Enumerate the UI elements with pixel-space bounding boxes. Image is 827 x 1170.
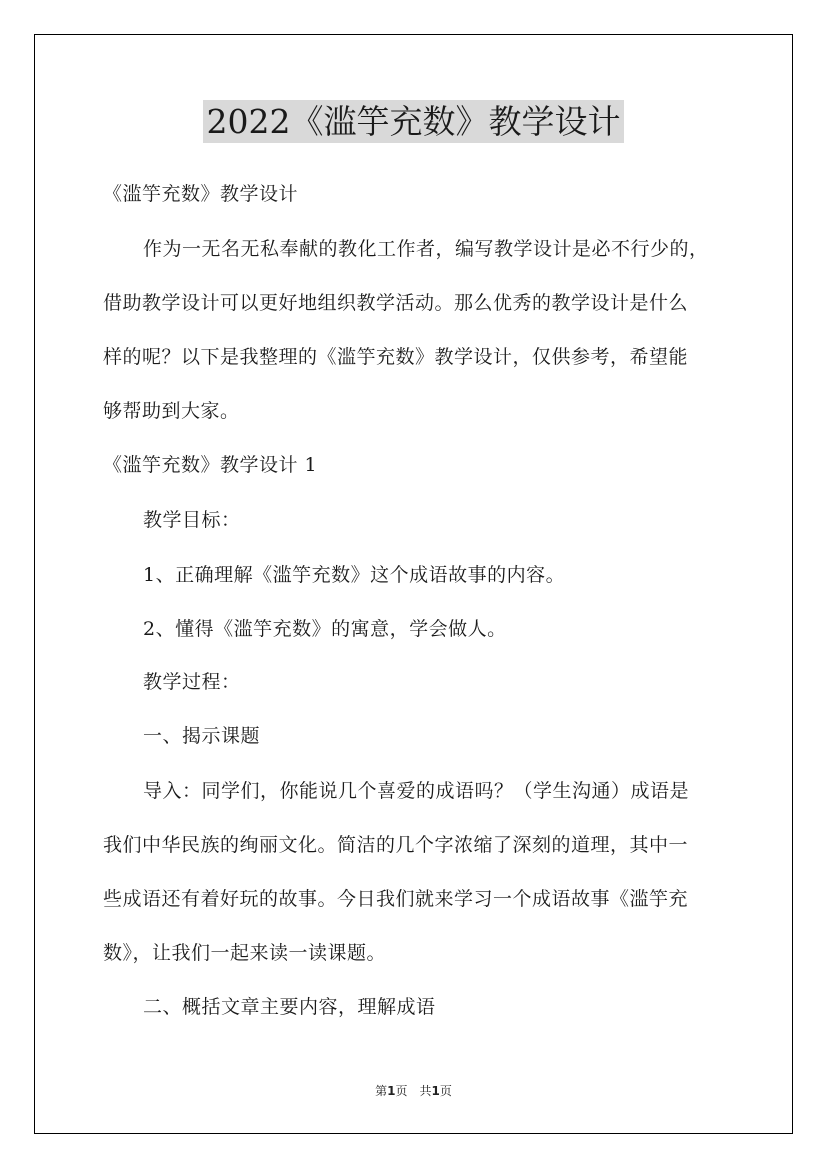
footer-total-pages: 1 [431,1084,440,1098]
intro-paragraph-line-2: 借助教学设计可以更好地组织教学活动。那么优秀的教学设计是什么 [103,292,689,314]
lead-paragraph-line-1: 导入：同学们，你能说几个喜爱的成语吗？（学生沟通）成语是 [143,780,690,802]
footer-current-page: 1 [387,1084,396,1098]
lead-paragraph-line-4: 数》，让我们一起来读一读课题。 [103,942,387,964]
intro-paragraph-line-4: 够帮助到大家。 [103,400,240,422]
section-heading-1: 《滥竽充数》教学设计 1 [103,454,318,476]
footer-page-prefix: 第 [375,1084,388,1098]
goal-item-1: 1、正确理解《滥竽充数》这个成语故事的内容。 [143,564,566,586]
goals-label: 教学目标： [143,509,241,531]
footer-page-mid: 页 共 [395,1084,432,1098]
lead-paragraph-line-2: 我们中华民族的绚丽文化。简洁的几个字浓缩了深刻的道理，其中一 [103,834,689,856]
goal-item-2: 2、懂得《滥竽充数》的寓意，学会做人。 [143,618,507,640]
intro-paragraph-line-3: 样的呢？以下是我整理的《滥竽充数》教学设计，仅供参考，希望能 [103,346,689,368]
page-footer [0,1083,827,1099]
process-label: 教学过程： [143,671,241,693]
footer-page-suffix: 页 [439,1084,452,1098]
step-heading-1: 一、揭示课题 [143,725,261,747]
intro-paragraph-line-1: 作为一无名无私奉献的教化工作者，编写教学设计是必不行少的， [143,238,709,260]
step-heading-2: 二、概括文章主要内容，理解成语 [143,996,436,1018]
document-title [0,96,827,148]
lead-paragraph-line-3: 些成语还有着好玩的故事。今日我们就来学习一个成语故事《滥竽充 [103,888,689,910]
document-title-text: 2022《滥竽充数》教学设计 [203,100,625,143]
document-subtitle: 《滥竽充数》教学设计 [103,183,299,205]
